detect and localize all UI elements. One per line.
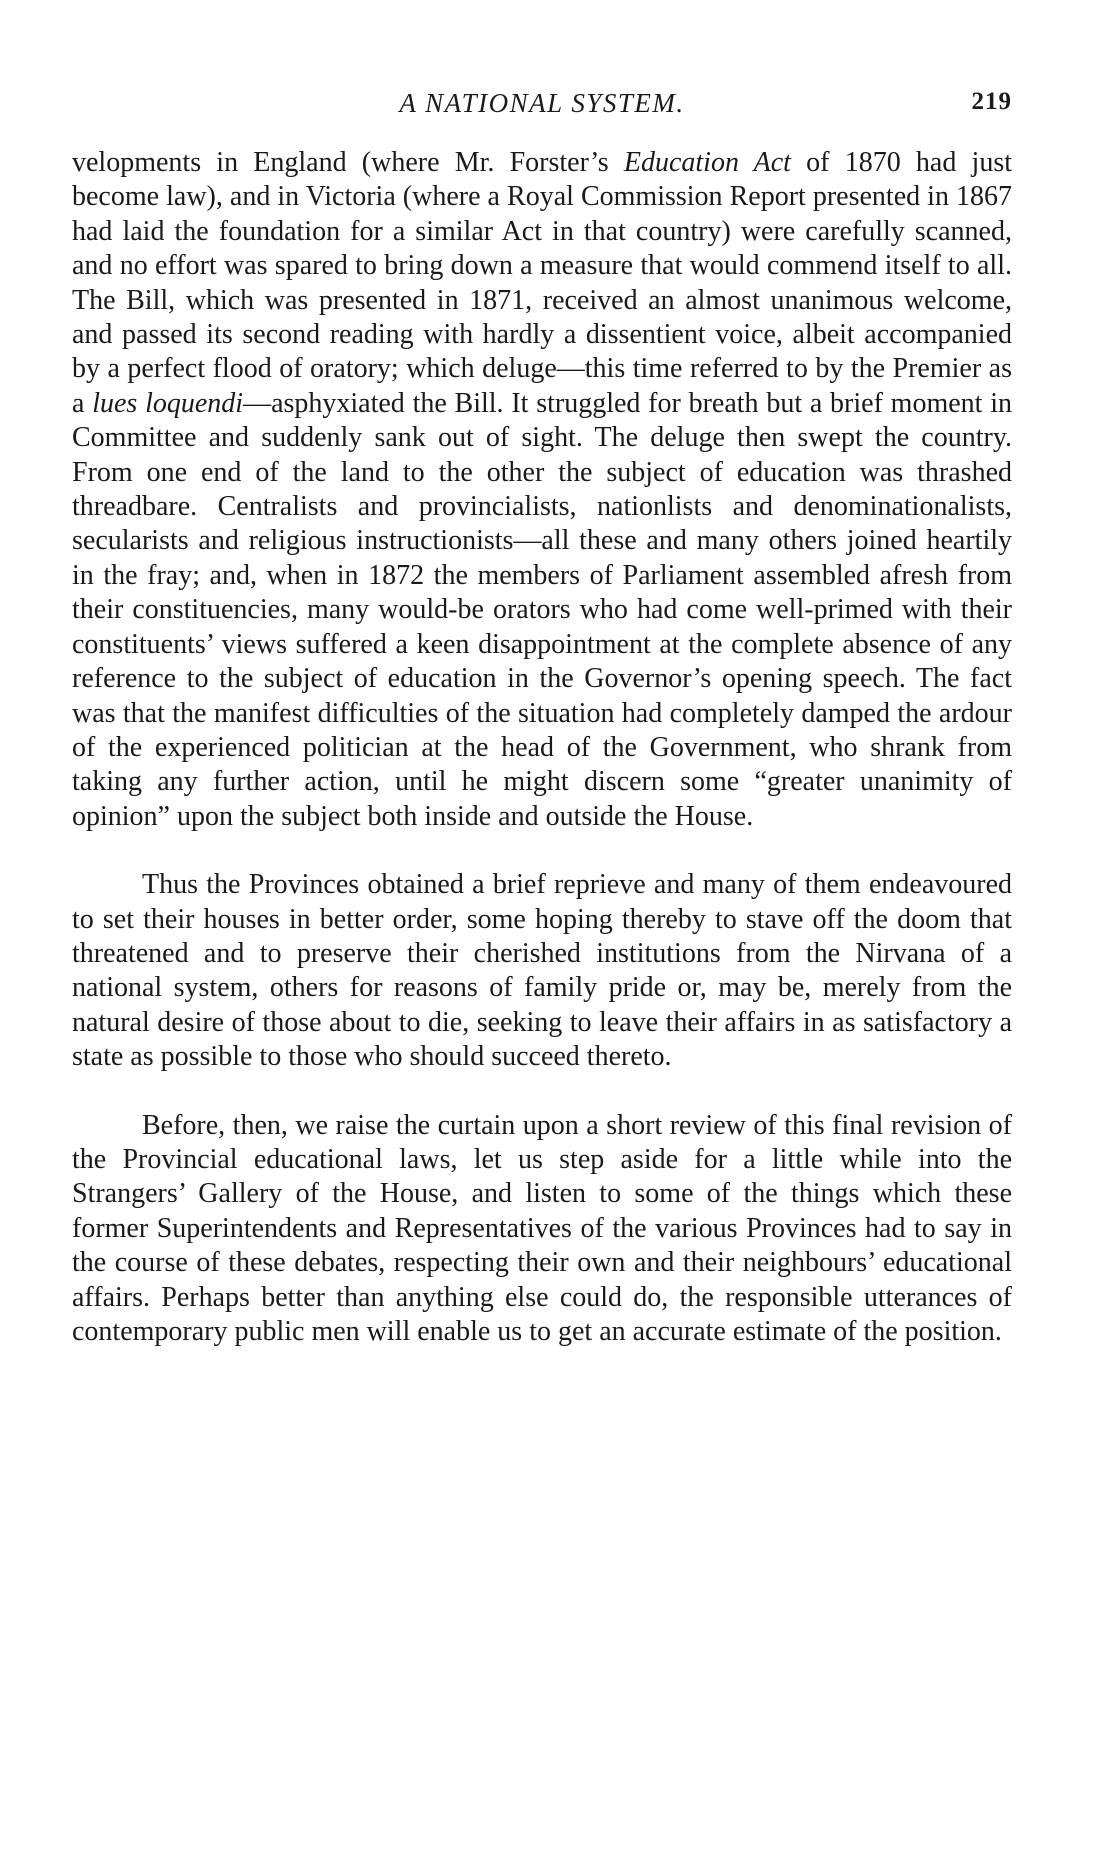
page-number: 219 (971, 88, 1012, 115)
page-header (72, 88, 1012, 124)
running-head: A NATIONAL SYSTEM. (399, 88, 685, 118)
body-text (72, 146, 1012, 1383)
text-run: —asphyxiated the Bill. It struggled for breath but a brief moment in Committee and suddenly sank out of sight. The deluge then swept the country. From one end of the land to the other the subject of education was thrashed threadbare. Centralists and provincialists, nationlists and denominationalists, secularists and religious instructionists—all these and many others joined heartily in the fray; and, when in 1872 the members of Parliament assembled afresh from their constituencies, many would-be orators who had come well-primed with their constituents’ views suffered a keen disappointment at the complete absence of any reference to the subject of education in the Governor’s opening speech. The fact was that the manifest difficulties of the situation had completely damped the ardour of the experienced politician at the head of the Government, who shrank from taking any further action, until he might discern some “greater unanimity of opinion” upon the subject both inside and outside the House. (72, 387, 1012, 832)
paragraph-3: Before, then, we raise the curtain upon a short review of this final revision of the Provincial educational laws, let us step aside for a little while into the Strangers’ Gallery of the House, and listen to some of the things which these former Superintendents and Representatives of the various Provinces had to say in the course of these debates, respecting their own and their neighbours’ educational affairs. Perhaps better than anything else could do, the responsible utterances of contemporary public men will enable us to get an accurate estimate of the position. (72, 1109, 1012, 1347)
paragraph-1 (72, 146, 1012, 834)
text-run: of 1870 had just become law), and in Victoria (where a Royal Commission Report presented in 1867 had laid the foundation for a similar Act in that country) were carefully scanned, and no effort was spared to bring down a measure that would commend itself to all. The Bill, which was presented in 1871, received an almost unanimous welcome, and passed its second reading with hardly a dissentient voice, albeit accompanied by a perfect flood of oratory; which deluge—this time referred to by the Premier as a (72, 147, 1012, 419)
italic-phrase-lues-loquendi: lues loquendi (92, 387, 244, 419)
italic-title-education-act: Education Act (623, 147, 791, 178)
text-run: velopments in England (where Mr. Forster’s (72, 147, 624, 178)
paragraph-2: Thus the Provinces obtained a brief reprieve and many of them endeavoured to set their houses in better order, some hoping thereby to stave off the doom that threatened and to preserve their cherished institutions from the Nirvana of a national system, others for reasons of family pride or, may be, merely from the natural desire of those about to die, seeking to leave their affairs in as satisfactory a state as possible to those who should succeed thereto. (72, 869, 1012, 1073)
